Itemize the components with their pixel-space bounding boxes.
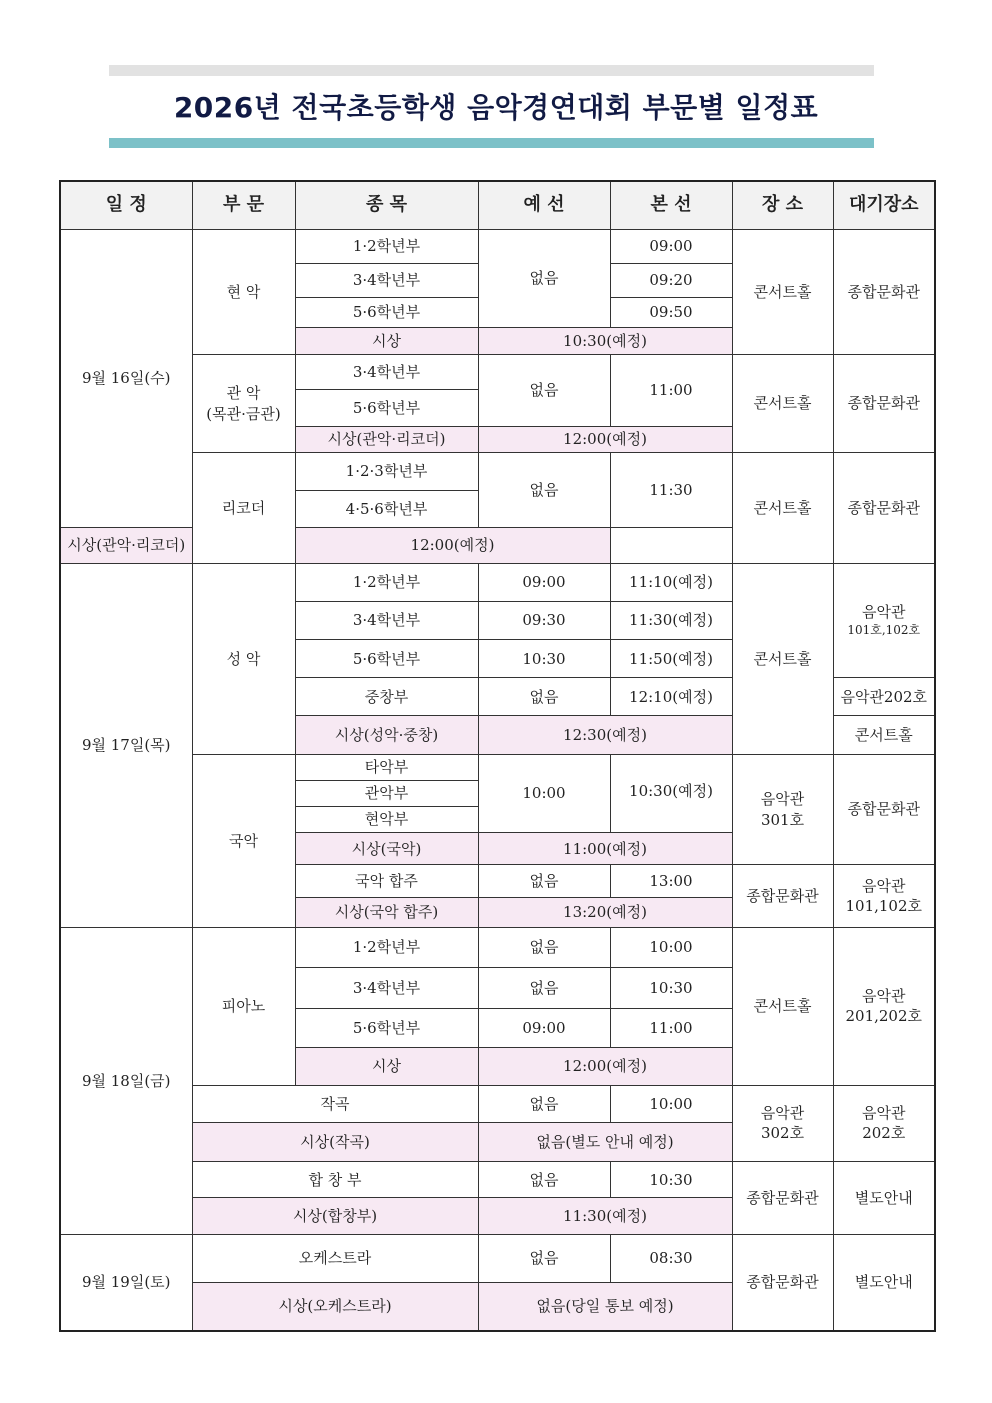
final-cell: 10:30 [610, 1162, 732, 1198]
category-cell: 4·5·6학년부 [295, 491, 478, 528]
final-cell: 09:00 [610, 229, 732, 263]
header-venue: 장 소 [732, 181, 833, 229]
header-prelim: 예 선 [478, 181, 610, 229]
date-cell: 9월 17일(목) [60, 563, 192, 927]
award-time-cell: 12:00(예정) [295, 528, 610, 563]
category-cell: 3·4학년부 [295, 601, 478, 639]
award-cell: 시상(관악·리코더) [60, 528, 192, 563]
category-cell: 1·2학년부 [295, 927, 478, 967]
waiting-cell: 종합문화관 [833, 452, 935, 563]
category-cell: 관악부 [295, 780, 478, 806]
header-row [60, 181, 935, 229]
venue-cell: 콘서트홀 [732, 452, 833, 563]
venue-cell: 종합문화관 [732, 1162, 833, 1234]
page-title: 2026년 전국초등학생 음악경연대회 부문별 일정표 [173, 91, 819, 124]
prelim-cell: 없음 [478, 1085, 610, 1122]
final-cell: 08:30 [610, 1234, 732, 1282]
award-time-cell: 없음(당일 통보 예정) [478, 1282, 732, 1331]
division-cell: 현 악 [192, 229, 295, 355]
prelim-cell: 없음 [478, 968, 610, 1009]
waiting-cell [833, 927, 935, 1085]
venue-line: 302호 [760, 1124, 805, 1143]
final-cell: 10:30(예정) [610, 754, 732, 832]
table-row [60, 452, 935, 490]
waiting-cell [833, 563, 935, 678]
category-cell: 1·2학년부 [295, 229, 478, 263]
waiting-cell: 종합문화관 [833, 229, 935, 355]
table-row [60, 229, 935, 263]
final-cell: 11:10(예정) [610, 563, 732, 601]
date-cell: 9월 19일(토) [60, 1234, 192, 1331]
category-cell: 3·4학년부 [295, 968, 478, 1009]
division-sub: (목관·금관) [206, 404, 281, 423]
category-cell: 5·6학년부 [295, 297, 478, 327]
division-cell: 국악 [192, 754, 295, 927]
final-cell: 11:00 [610, 1009, 732, 1047]
waiting-cell [833, 865, 935, 927]
date-cell: 9월 18일(금) [60, 927, 192, 1234]
waiting-line: 202호 [862, 1124, 906, 1143]
category-cell: 작곡 [192, 1085, 478, 1122]
waiting-line: 음악관 [862, 1104, 906, 1123]
title-bottom-bar [109, 138, 874, 148]
category-cell: 1·2학년부 [295, 563, 478, 601]
award-time-cell: 12:00(예정) [478, 1047, 732, 1085]
prelim-cell: 없음 [478, 865, 610, 897]
header-waiting: 대기장소 [833, 181, 935, 229]
award-cell: 시상 [295, 328, 478, 355]
award-time-cell: 11:30(예정) [478, 1198, 732, 1234]
prelim-cell: 09:30 [478, 601, 610, 639]
prelim-cell: 10:00 [478, 754, 610, 832]
schedule-table [59, 180, 936, 1332]
division-cell: 피아노 [192, 927, 295, 1085]
venue-cell: 콘서트홀 [732, 563, 833, 754]
final-cell: 10:30 [610, 968, 732, 1009]
category-cell: 타악부 [295, 754, 478, 780]
division-cell: 성 악 [192, 563, 295, 754]
prelim-cell: 10:30 [478, 640, 610, 678]
header-division: 부 문 [192, 181, 295, 229]
final-cell: 13:00 [610, 865, 732, 897]
waiting-cell: 별도안내 [833, 1234, 935, 1331]
prelim-cell: 09:00 [478, 563, 610, 601]
final-cell: 11:00 [610, 355, 732, 426]
waiting-line: 101호,102호 [847, 623, 921, 638]
award-time-cell: 없음(별도 안내 예정) [478, 1122, 732, 1161]
date-cell: 9월 16일(수) [60, 229, 192, 528]
waiting-cell: 콘서트홀 [833, 716, 935, 754]
final-cell: 10:00 [610, 927, 732, 967]
waiting-line: 음악관 [862, 603, 906, 622]
final-cell: 11:30 [610, 452, 732, 527]
category-cell: 5·6학년부 [295, 640, 478, 678]
waiting-line: 201,202호 [845, 1007, 923, 1026]
category-cell: 5·6학년부 [295, 390, 478, 426]
waiting-cell: 종합문화관 [833, 355, 935, 453]
waiting-cell [833, 1085, 935, 1161]
award-time-cell: 12:00(예정) [478, 426, 732, 452]
prelim-cell: 없음 [478, 1162, 610, 1198]
prelim-cell: 없음 [478, 1234, 610, 1282]
category-cell: 오케스트라 [192, 1234, 478, 1282]
venue-cell: 종합문화관 [732, 1234, 833, 1331]
category-cell: 1·2·3학년부 [295, 452, 478, 490]
final-cell: 11:50(예정) [610, 640, 732, 678]
prelim-cell: 없음 [478, 678, 610, 716]
venue-cell: 콘서트홀 [732, 927, 833, 1085]
award-cell: 시상 [295, 1047, 478, 1085]
award-cell: 시상(국악) [295, 833, 478, 865]
header-category: 종 목 [295, 181, 478, 229]
waiting-cell: 음악관202호 [833, 678, 935, 716]
category-cell: 현악부 [295, 807, 478, 833]
category-cell: 3·4학년부 [295, 355, 478, 390]
venue-cell: 종합문화관 [732, 865, 833, 927]
header-date: 일 정 [60, 181, 192, 229]
prelim-cell: 없음 [478, 452, 610, 527]
venue-line: 301호 [760, 810, 805, 829]
prelim-cell: 없음 [478, 927, 610, 967]
prelim-cell: 09:00 [478, 1009, 610, 1047]
division-cell: 리코더 [192, 452, 295, 563]
award-cell: 시상(국악 합주) [295, 897, 478, 927]
award-time-cell: 12:30(예정) [478, 716, 732, 754]
venue-cell: 콘서트홀 [732, 229, 833, 355]
award-time-cell: 11:00(예정) [478, 833, 732, 865]
award-time-cell: 13:20(예정) [478, 897, 732, 927]
category-cell: 중창부 [295, 678, 478, 716]
award-cell: 시상(작곡) [192, 1122, 478, 1161]
venue-cell [732, 1085, 833, 1161]
award-cell: 시상(오케스트라) [192, 1282, 478, 1331]
division-cell [192, 355, 295, 453]
category-cell: 3·4학년부 [295, 263, 478, 297]
final-cell: 09:50 [610, 297, 732, 327]
table-row [60, 1085, 935, 1122]
prelim-cell: 없음 [478, 229, 610, 328]
final-cell: 11:30(예정) [610, 601, 732, 639]
category-cell: 합 창 부 [192, 1162, 478, 1198]
venue-line: 음악관 [760, 1104, 805, 1123]
venue-cell: 콘서트홀 [732, 355, 833, 453]
table-row [60, 355, 935, 390]
category-cell: 국악 합주 [295, 865, 478, 897]
final-cell: 09:20 [610, 263, 732, 297]
table-row [60, 927, 935, 967]
venue-cell [732, 754, 833, 865]
waiting-line: 101,102호 [845, 897, 923, 916]
award-cell: 시상(관악·리코더) [295, 426, 478, 452]
category-cell: 5·6학년부 [295, 1009, 478, 1047]
waiting-cell: 별도안내 [833, 1162, 935, 1234]
award-time-cell: 10:30(예정) [478, 328, 732, 355]
prelim-cell: 없음 [478, 355, 610, 426]
table-row [60, 754, 935, 780]
division-name: 관 악 [226, 384, 261, 403]
table-row [60, 1162, 935, 1198]
award-cell: 시상(합창부) [192, 1198, 478, 1234]
table-row [60, 563, 935, 601]
waiting-cell: 종합문화관 [833, 754, 935, 865]
waiting-line: 음악관 [862, 876, 906, 895]
venue-line: 음악관 [760, 790, 805, 809]
waiting-line: 음악관 [862, 987, 906, 1006]
header-final: 본 선 [610, 181, 732, 229]
award-cell: 시상(성악·중창) [295, 716, 478, 754]
table-row [60, 1234, 935, 1282]
final-cell: 10:00 [610, 1085, 732, 1122]
final-cell: 12:10(예정) [610, 678, 732, 716]
title-top-bar [109, 65, 874, 76]
